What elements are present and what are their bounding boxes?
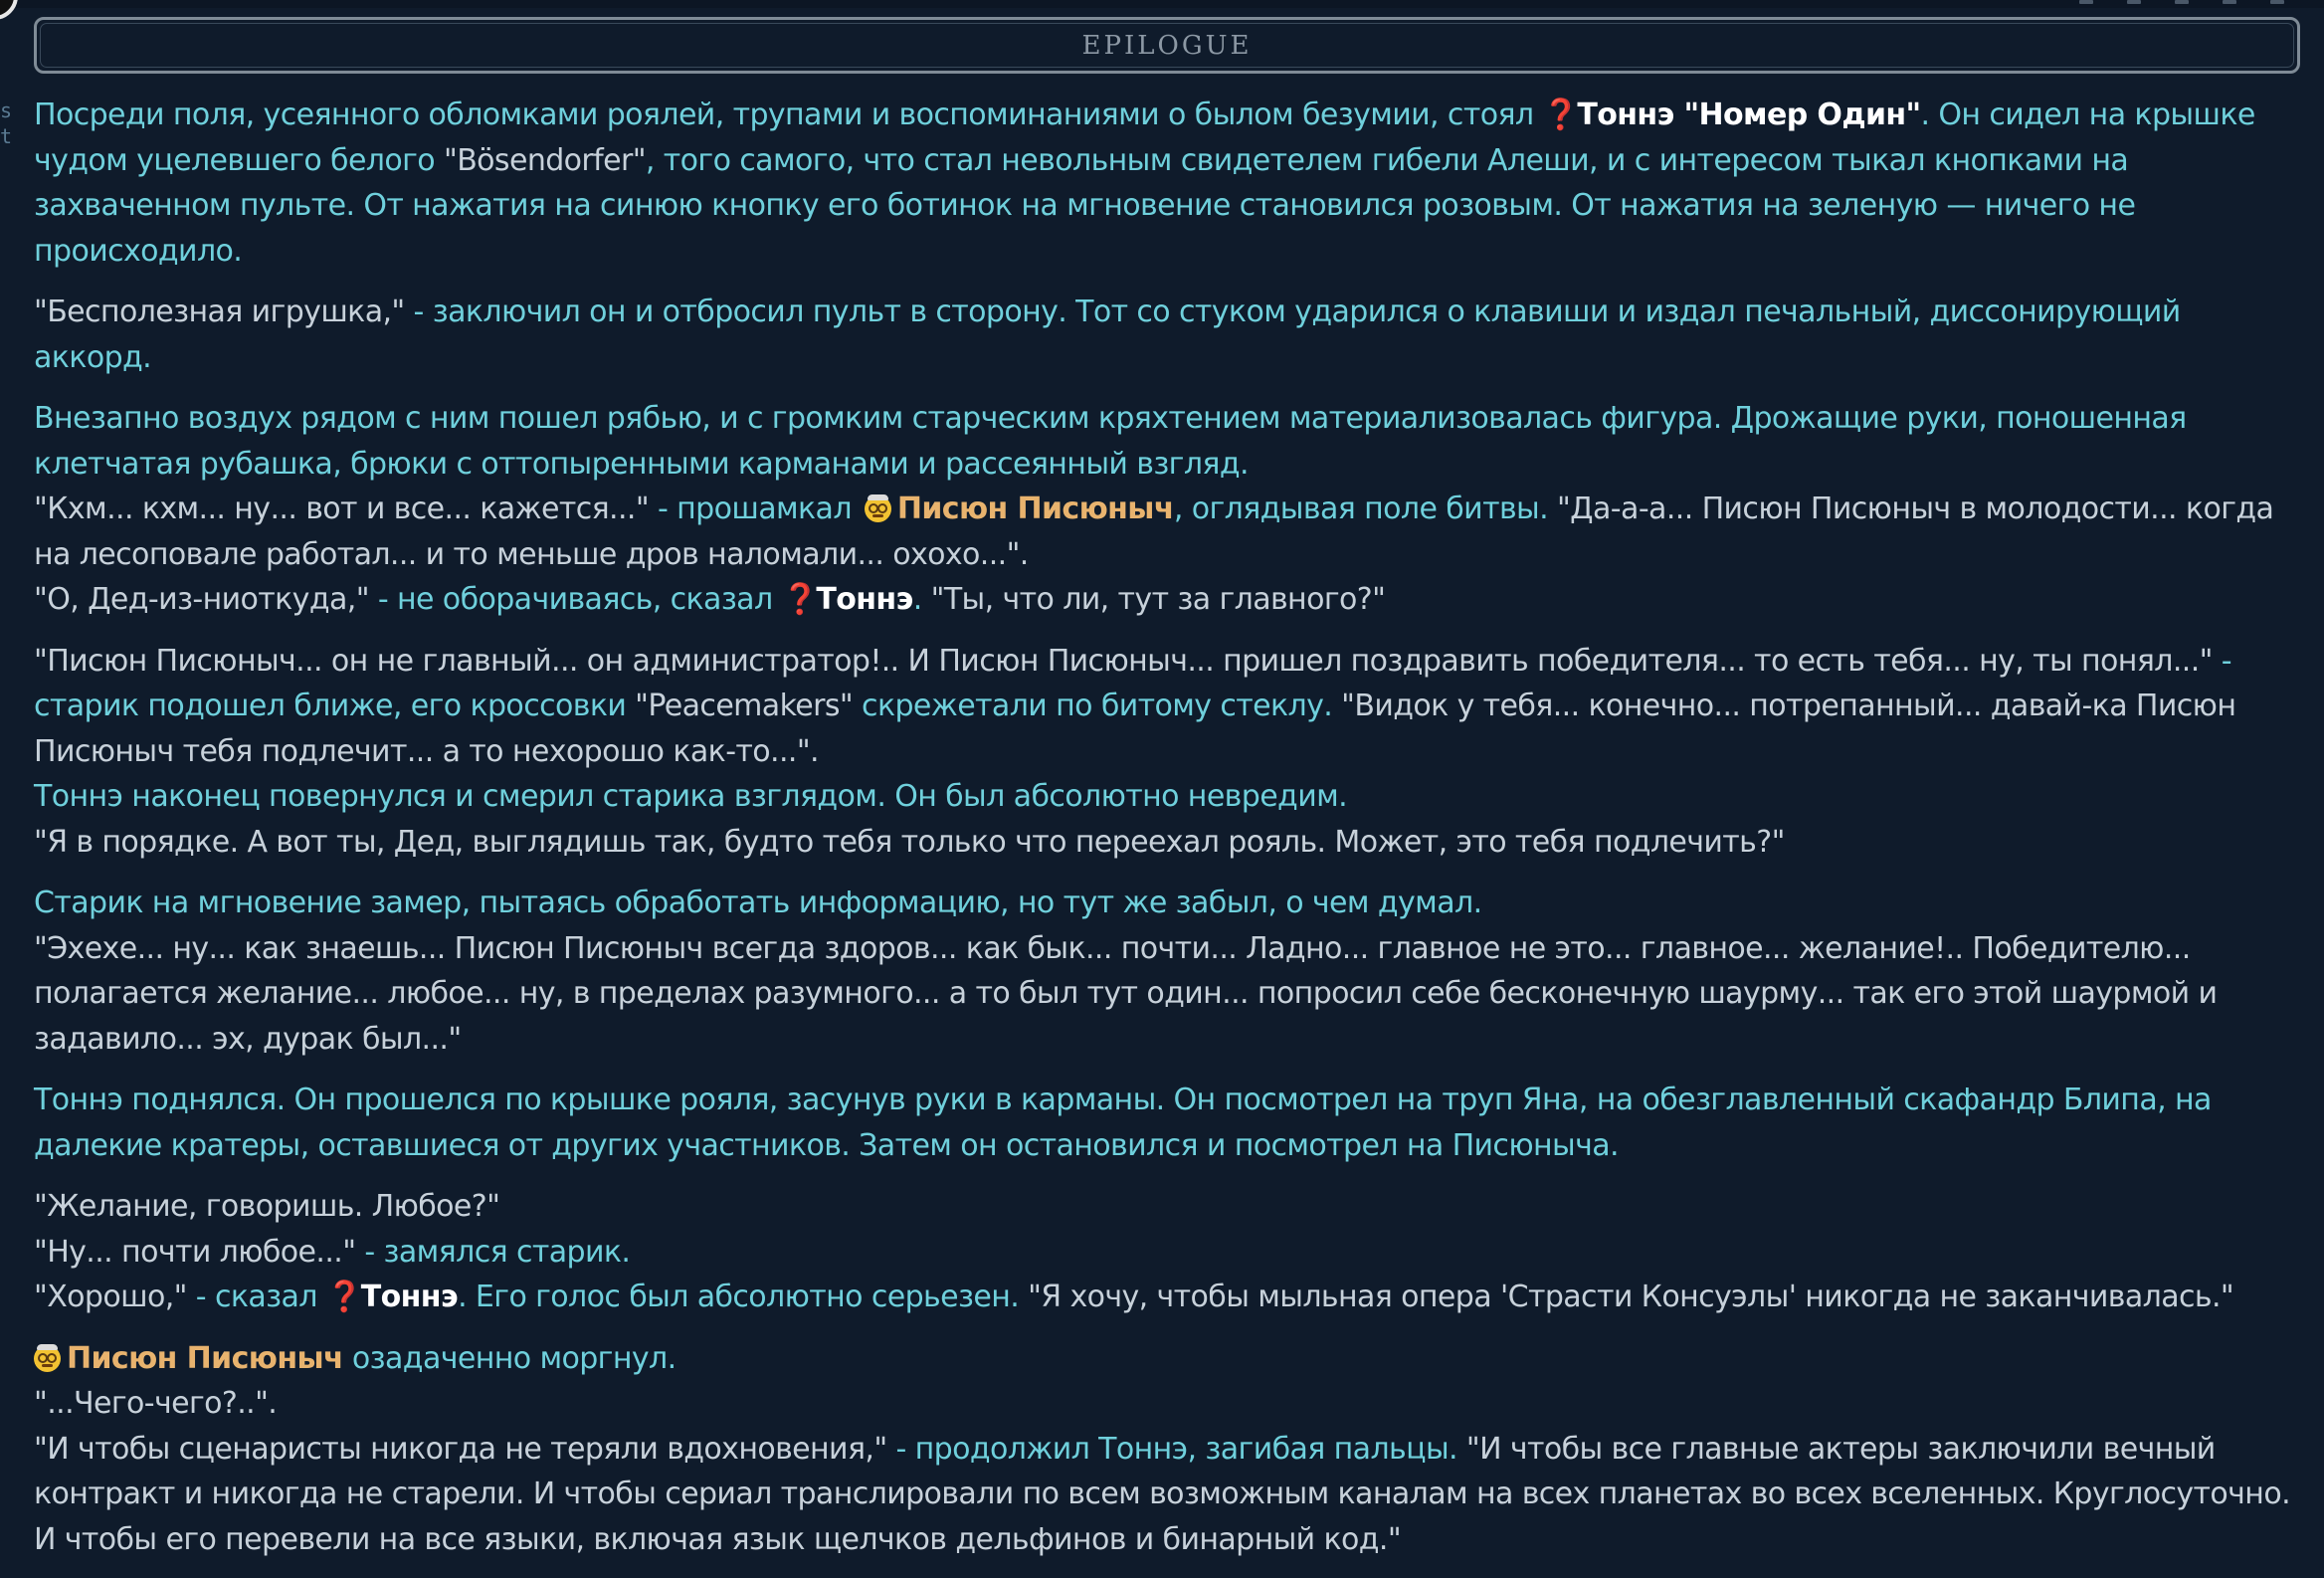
toolbar-mark-icon[interactable] [2223,0,2236,4]
narration: , оглядывая поле битвы. [1173,492,1557,526]
paragraph-2 [34,290,2292,380]
dialogue: "Peacemakers" [635,689,854,723]
narration: . Его голос был абсолютно серьезен. [458,1280,1029,1314]
question-icon: ❓ [781,582,819,617]
paragraph-3 [34,396,2292,623]
dialogue: "Bösendorfer" [444,142,646,178]
story-text [34,93,2292,1578]
narration: - сказал [186,1280,326,1314]
narration: скрежетали по битому стеклу. [853,689,1342,723]
top-toolbar-marks [2079,0,2284,6]
narration: . Он сидел на крышке чудом уцелевшего белого [34,98,2255,178]
dialogue: "Я в порядке. А вот ты, Дед, выглядишь так, будто тебя только что переехал рояль. Может, это тебя подлечить?" [34,824,1785,860]
dialogue: "Да-а-а... Писюн Писюныч в молодости... когда на лесоповале работал... и то меньше дров наломали... охохо...". [34,492,2274,572]
character-name-tonne: Тоннэ "Номер Один" [1577,98,1921,132]
top-bar [0,0,2324,8]
dialogue: "...Чего-чего?..". [34,1386,278,1421]
toolbar-mark-icon[interactable] [2270,0,2284,4]
toolbar-mark-icon[interactable] [2127,0,2141,4]
dialogue: "Ты, что ли, тут за главного?" [930,582,1386,617]
old-man-icon [34,1345,61,1372]
narration: - продолжил Тоннэ, загибая пальцы. [886,1431,1466,1467]
character-name-pisyun: Писюн Писюныч [67,1340,343,1376]
narration: - прошамкал [649,492,861,526]
dialogue: "Я хочу, чтобы мыльная опера 'Страсти Консуэлы' никогда не заканчивалась." [1028,1280,2234,1314]
narration: Старик на мгновение замер, пытаясь обработать информацию, но тут же забыл, о чем думал. [34,886,1482,920]
question-icon: ❓ [1542,98,1580,132]
narration: , того самого, что стал невольным свидетелем гибели Алеши, и с интересом тыкал кнопками на захваченном пульте. От нажатия на синюю кнопку его ботинок на мгновение становился розовым. От нажатия на зеленую — ничего не происходило. [34,142,2136,269]
old-man-icon [865,495,891,522]
toolbar-mark-icon[interactable] [2175,0,2189,4]
dialogue: "Хорошо," [34,1280,187,1314]
question-icon: ❓ [325,1280,363,1314]
dialogue: "И чтобы сценаристы никогда не теряли вдохновения," [34,1431,887,1467]
character-name-tonne: Тоннэ [360,1280,459,1314]
side-panel-glyphs: s t [0,99,13,148]
avatar[interactable] [0,0,18,20]
narration: Посреди поля, усеянного обломками роялей, трупами и воспоминаниями о былом безумии, стоял [34,98,1543,132]
narration: Тоннэ поднялся. Он прошелся по крышке рояля, засунув руки в карманы. Он посмотрел на труп Яна, на обезглавленный скафандр Блипа, на далекие кратеры, оставшиеся от других участников. Затем он остановился и посмотрел на Писюныча. [34,1083,2212,1163]
narration: Тоннэ наконец повернулся и смерил старика взглядом. Он был абсолютно невредим. [34,779,1348,814]
dialogue: "Бесполезная игрушка," [34,295,405,329]
dialogue: "И чтобы все главные актеры заключили вечный контракт и никогда не старели. И чтобы сериал транслировали по всем возможным каналам на всех планетах во всех вселенных. Круглосуточно. И чтобы его перевели на все языки, включая язык щелчков дельфинов и бинарный код." [34,1431,2291,1557]
narration: - не оборачиваясь, сказал [368,582,782,617]
toolbar-mark-icon[interactable] [2079,0,2093,4]
dialogue: "Желание, говоришь. Любое?" [34,1189,500,1224]
header-title: EPILOGUE [1081,30,1253,61]
narration: Внезапно воздух рядом с ним пошел рябью, и с громким старческим кряхтением материализовалась фигура. Дрожащие руки, поношенная клетчатая рубашка, брюки с оттопыренными карманами и рассеянный взгляд. [34,401,2187,482]
dialogue: "Писюн Писюныч... он не главный... он администратор!.. И Писюн Писюныч... пришел поздравить победителя... то есть тебя... ну, ты понял..." [34,643,2213,679]
character-name-tonne: Тоннэ [816,582,913,617]
paragraph-7 [34,1184,2292,1320]
paragraph-5 [34,881,2292,1062]
narration: . [912,582,931,617]
dialogue: "Ну... почти любое..." [34,1234,356,1270]
narration: - замялся старик. [355,1234,631,1270]
narration: - заключил он и отбросил пульт в сторону. Тот со стуком ударился о клавиши и издал печальный, диссонирующий аккорд. [34,295,2181,375]
paragraph-4 [34,639,2292,866]
dialogue: "О, Дед-из-ниоткуда," [34,582,369,617]
paragraph-6 [34,1078,2292,1168]
dialogue: "Эхехе... ну... как знаешь... Писюн Писюныч всегда здоров... как бык... почти... Ладно... главное не это... главное... желание!.. Победителю... полагается желание... любое... ну, в пределах разумного... а то был тут один... попросил себе бесконечную шаурму... так его этой шаурмой и задавило... эх, дурак был..." [34,930,2218,1057]
paragraph-8 [34,1336,2292,1563]
dialogue: "Видок у тебя... конечно... потрепанный... давай-ка Писюн Писюныч тебя подлечит... а то нехорошо как-то...". [34,689,2236,769]
epilogue-header [34,17,2300,74]
narration: озадаченно моргнул. [342,1340,677,1376]
paragraph-1 [34,93,2292,274]
character-name-pisyun: Писюн Писюныч [896,492,1174,526]
narration: - старик подошел ближе, его кроссовки [34,643,2232,723]
dialogue: "Кхм... кхм... ну... вот и все... кажется..." [34,492,650,526]
